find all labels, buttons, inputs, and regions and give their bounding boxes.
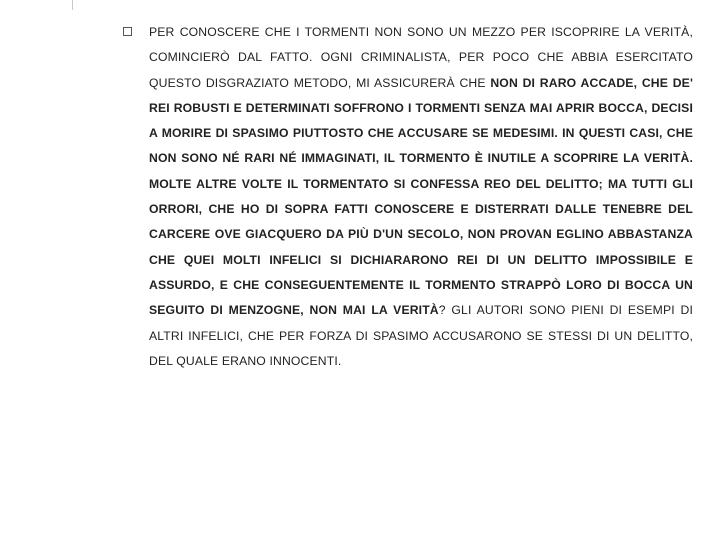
slide-text-block — [123, 20, 693, 374]
square-bullet-icon — [123, 27, 132, 36]
decorative-vertical-line — [72, 0, 73, 10]
bullet-paragraph — [149, 20, 693, 374]
text-segment-bold-body: NON DI RARO ACCADE, CHE DE' REI ROBUSTI E DETERMINATI SOFFRONO I TORMENTI SENZA MAI APRIR BOCCA, DECISI A MORIRE DI SPASIMO PIUTTOSTO CHE ACCUSARE SE MEDESIMI. IN QUESTI CASI, CHE NON SONO NÉ RARI NÉ IMMAGINATI, IL TORMENTO È INUTILE A SCOPRIRE LA VERITÀ. MOLTE ALTRE VOLTE IL TORMENTATO SI CONFESSA REO DEL DELITTO; MA TUTTI GLI ORRORI, CHE HO DI SOPRA FATTI CONOSCERE E DISTERRATI DALLE TENEBRE DEL CARCERE OVE GIACQUERO DA PIÙ D'UN SECOLO, NON PROVAN EGLINO ABBASTANZA CHE QUEI MOLTI INFELICI SI DICHIARARONO REI DI UN DELITTO IMPOSSIBILE E ASSURDO, E CHE CONSEGUENTEMENTE IL TORMENTO STRAPPÒ LORO DI BOCCA UN SEGUITO DI MENZOGNE, NON MAI LA VERITÀ — [149, 75, 694, 318]
text-segment-normal-intro: PER CONOSCERE CHE I TORMENTI NON SONO UN MEZZO PER ISCOPRIRE LA VERITÀ, COMINCIERÒ DAL FATTO. OGNI CRIMINALISTA, PER POCO CHE ABBIA ESERCITATO QUESTO DISGRAZIATO METODO, MI ASSICURERÀ CHE — [149, 25, 693, 90]
text-segment-normal-ending: ? GLI AUTORI SONO PIENI DI ESEMPI DI ALTRI INFELICI, CHE PER FORZA DI SPASIMO ACCUSARONO SE STESSI DI UN DELITTO, DEL QUALE ERANO INNOCENTI. — [149, 303, 694, 368]
